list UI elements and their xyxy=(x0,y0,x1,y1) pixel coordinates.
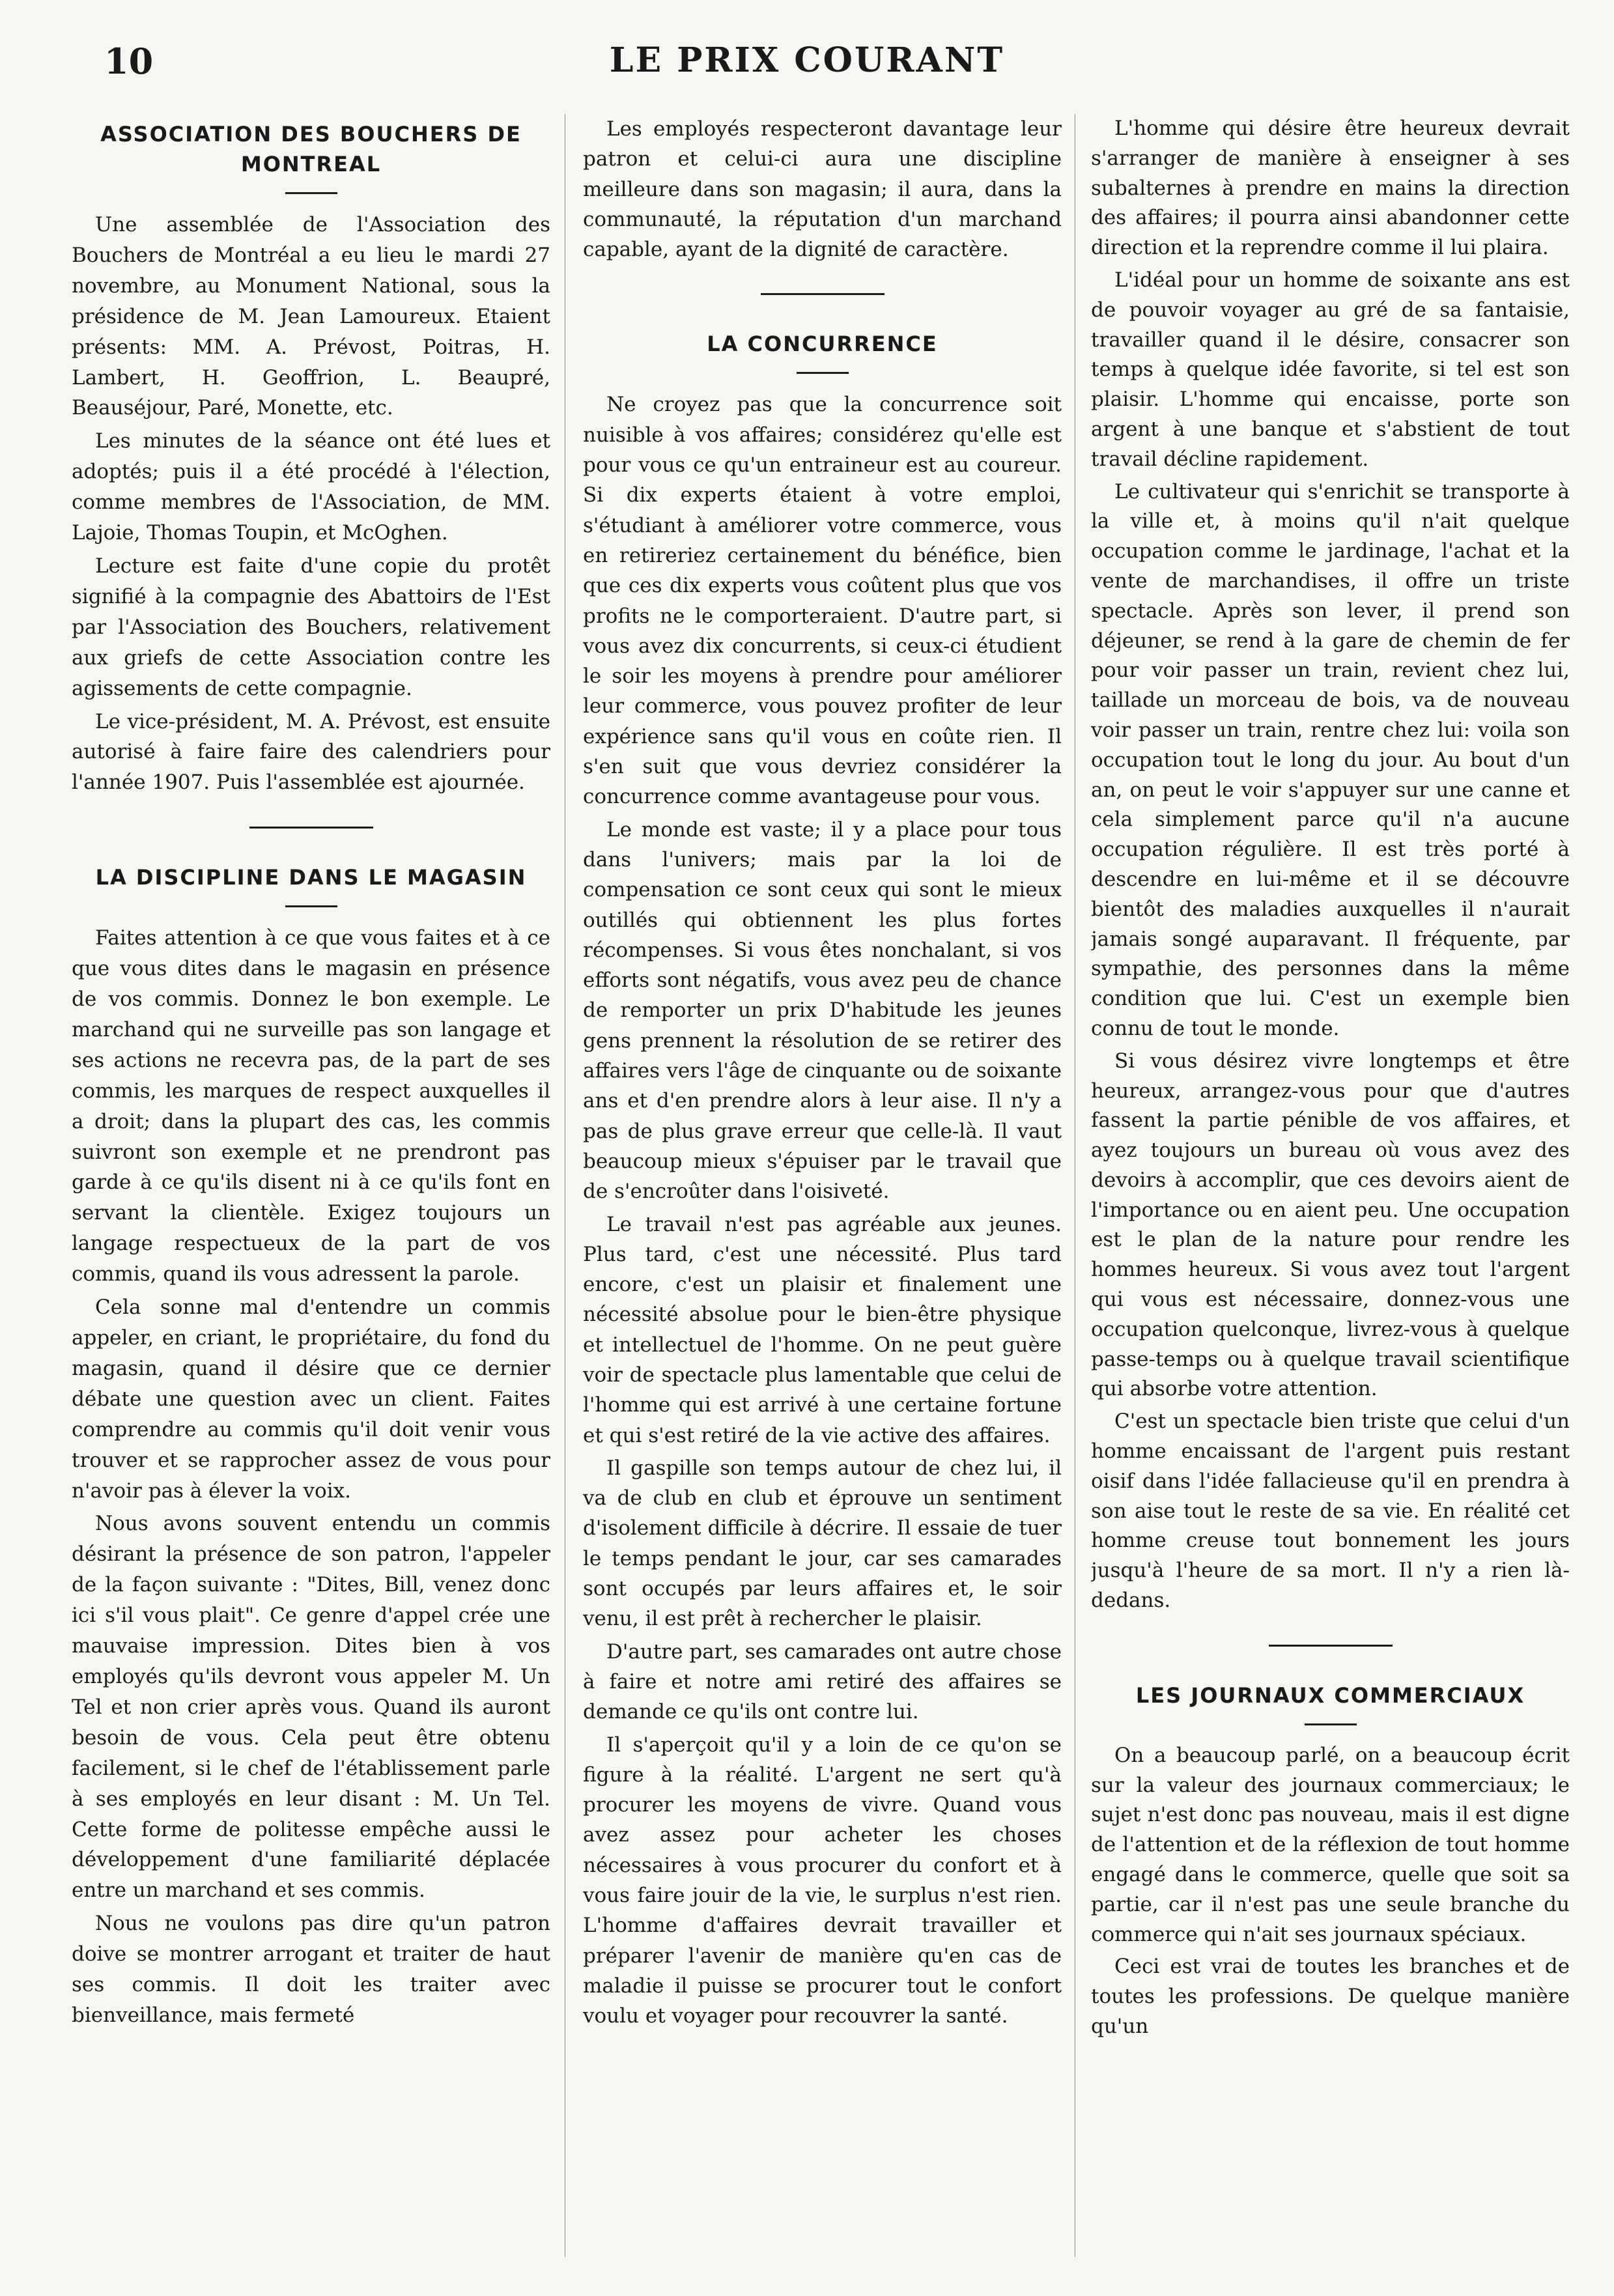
paragraph: Ne croyez pas que la concurrence soit nuisible à vos affaires; considérez qu'elle est pour vous ce qu'un entraineur est au coureur. Si dix experts étaient à votre emploi, s'étudiant à améliorer votre commerce, vous en retireriez certainement du bénéfice, bien que ces dix experts vous coûtent plus que vos profits ne le comporteraient. D'autre part, si vous avez dix concurrents, si ceux-ci étudient le soir les moyens à prendre pour améliorer leur commerce, vous pouvez profiter de leur expérience sans qu'il vous en coûte rien. Il s'en suit que vous devriez considérer la concurrence comme avantageuse pour vous. xyxy=(583,393,1062,809)
paragraph: Lecture est faite d'une copie du protêt signifié à la compagnie des Abattoirs de l'Est par l'Association des Bouchers, relativement aux griefs de cette Association contre les agissements de cette compagnie. xyxy=(72,554,550,700)
paragraph: C'est un spectacle bien triste que celui d'un homme encaissant de l'argent puis restant oisif dans l'idée fallacieuse qu'il en prendra à son aise tout le reste de sa vie. En réalité cet homme creuse tout bonnement les jours jusqu'à l'heure de sa mort. Il n'y a rien là-dedans. xyxy=(1091,1410,1570,1613)
paragraph: Il s'aperçoit qu'il y a loin de ce qu'on se figure à la réalité. L'argent ne sert qu'à procurer les moyens de vivre. Quand vous avez assez pour acheter les choses nécessaires à vous procurer du confort et à vous faire jouir de la vie, le surplus n'est rien. L'homme d'affaires devrait travailler et préparer l'avenir de manière qu'en cas de maladie il puisse se procurer tout le confort voulu et voyager pour recouvrer la santé. xyxy=(583,1733,1062,2028)
column-3 xyxy=(1091,114,1570,2257)
title-underline xyxy=(797,372,849,374)
paragraph: Il gaspille son temps autour de chez lui, il va de club en club et éprouve un sentiment d'isolement difficile à décrire. Il essaie de tuer le temps pendant le jour, car ses camarades sont occupés par leurs affaires et, le soir venu, il est prêt à rechercher le plaisir. xyxy=(583,1456,1062,1631)
column-1 xyxy=(72,114,550,2257)
article-separator xyxy=(249,827,373,829)
article-body-journaux xyxy=(1091,1741,1570,2042)
paragraph: L'homme qui désire être heureux devrait s'arranger de manière à enseigner à ses subalternes à prendre en mains la direction des affaires; il pourra ainsi abandonner cette direction et la reprendre comme il lui plaira. xyxy=(1091,117,1570,260)
title-underline xyxy=(285,905,337,907)
paragraph: L'idéal pour un homme de soixante ans est de pouvoir voyager au gré de sa fantaisie, travailler quand il le désire, consacrer son temps à quelque idée favorite, si tel est son plaisir. L'homme qui encaisse, porte son argent à une banque et s'abstient de tout travail décline rapidement. xyxy=(1091,268,1570,471)
paragraph: Le monde est vaste; il y a place pour tous dans l'univers; mais par la loi de compensation ce sont ceux qui sont le mieux outillés qui obtiennent les plus fortes récompenses. Si vous êtes nonchalant, si vos efforts sont négatifs, vous avez peu de chance de remporter un prix D'habitude les jeunes gens prennent la résolution de se retirer des affaires vers l'âge de cinquante ou de soixante ans et d'en prendre alors à leur aise. Il n'y a pas de plus grave erreur que celle-là. Il vaut beaucoup mieux s'épuiser par le travail que de s'encroûter dans l'oisiveté. xyxy=(583,817,1062,1204)
article-separator xyxy=(761,293,885,295)
paragraph: D'autre part, ses camarades ont autre chose à faire et notre ami retiré des affaires se demande ce qu'ils ont contre lui. xyxy=(583,1639,1062,1724)
page-header xyxy=(0,0,1614,98)
paragraph: Nous avons souvent entendu un commis désirant la présence de son patron, l'appeler de la façon suivante : "Dites, Bill, venez donc ici s'il vous plait". Ce genre d'appel crée une mauvaise impression. Dites bien à vos employés qu'ils devront vous appeler M. Un Tel et non crier après vous. Quand ils auront besoin de vous. Cela peut être obtenu facilement, si le chef de l'établissement parle à ses employés en leur disant : M. Un Tel. Cette forme de politesse empêche aussi le développement d'une familiarité déplacée entre un marchand et ses commis. xyxy=(72,1512,550,1903)
article-body-discipline xyxy=(72,923,550,2031)
page-number: 10 xyxy=(104,40,154,82)
paragraph: Une assemblée de l'Association des Bouchers de Montréal a eu lieu le mardi 27 novembre, au Monument National, sous la présidence de M. Jean Lamoureux. Etaient présents: MM. A. Prévost, Poitras, H. Lambert, H. Geoffrion, L. Beaupré, Beauséjour, Paré, Monette, etc. xyxy=(72,213,550,420)
article-title-bouchers: ASSOCIATION DES BOUCHERS DE MONTREAL xyxy=(100,122,522,177)
paragraph: Ceci est vrai de toutes les branches et de toutes les professions. De quelque manière qu'un xyxy=(1091,1955,1570,2039)
title-underline xyxy=(1305,1723,1357,1725)
article-body-bouchers xyxy=(72,210,550,798)
paragraph: On a beaucoup parlé, on a beaucoup écrit sur la valeur des journaux commerciaux; le sujet n'est donc pas nouveau, mais il est digne de l'attention et de la réflexion de tout homme engagé dans le commerce, quelle que soit sa partie, car il n'est pas une seule branche du commerce qui n'ait ses journaux spéciaux. xyxy=(1091,1743,1570,1946)
paragraph: Les employés respecteront davantage leur patron et celui-ci aura une discipline meilleure dans son magasin; il aura, dans la communauté, la réputation d'un marchand capable, ayant de la dignité de caractère. xyxy=(583,117,1062,262)
paragraph: Nous ne voulons pas dire qu'un patron doive se montrer arrogant et traiter de haut ses commis. Il doit les traiter avec bienveillance, mais fermeté xyxy=(72,1912,550,2027)
title-underline xyxy=(285,192,337,194)
paragraph: Le cultivateur qui s'enrichit se transporte à la ville et, à moins qu'il n'ait quelque occupation comme le jardinage, l'achat et la vente de marchandises, il offre un triste spectacle. Après son lever, il prend son déjeuner, se rend à la gare de chemin de fer pour voir passer un train, revient chez lui, taillade un morceau de bois, va de nouveau voir passer un train, rentre chez lui: voila son occupation tout le long du jour. Au bout d'un an, on peut le voir s'appuyer sur une canne et cela simplement parce qu'il n'a aucune occupation régulière. Il est très porté à descendre en lui-même et il se découvre bientôt des maladies auxquelles il n'aurait jamais songé auparavant. Il fréquente, par sympathie, des personnes dans la même condition que lui. C'est un exemple bien connu de tout le monde. xyxy=(1091,479,1570,1040)
paragraph: Si vous désirez vivre longtemps et être heureux, arrangez-vous pour que d'autres fassent la partie pénible de vos affaires, et ayez toujours un bureau où vous avez des devoirs à accomplir, que ces devoirs aient de l'importance ou en aient peu. Une occupation est le plan de la nature pour rendre les hommes heureux. Si vous avez tout l'argent qui vous est nécessaire, donnez-vous une occupation quelconque, livrez-vous à quelque passe-temps ou à quelque travail scientifique qui absorbe votre attention. xyxy=(1091,1049,1570,1401)
paragraph: Le travail n'est pas agréable aux jeunes. Plus tard, c'est une nécessité. Plus tard encore, c'est un plaisir et finalement une nécessité absolue pour le bien-être physique et intellectuel de l'homme. On ne peut guère voir de spectacle plus lamentable que celui de l'homme qui est arrivé à une certaine fortune et qui s'est retiré de la vie active des affaires. xyxy=(583,1212,1062,1447)
paragraph: Les minutes de la séance ont été lues et adoptés; puis il a été procédé à l'élection, comme membres de l'Association, de MM. Lajoie, Thomas Toupin, et McOghen. xyxy=(72,429,550,545)
paragraph: Le vice-président, M. A. Prévost, est ensuite autorisé à faire faire des calendriers pour l'année 1907. Puis l'assemblée est ajournée. xyxy=(72,709,550,795)
article-body-concurrence-continued xyxy=(1091,114,1570,1616)
article-title-concurrence: LA CONCURRENCE xyxy=(707,332,938,357)
article-body-concurrence xyxy=(583,390,1062,2031)
paragraph: Faites attention à ce que vous faites et à ce que vous dites dans le magasin en présence de vos commis. Donnez le bon exemple. Le marchand qui ne surveille pas son langage et ses actions ne recevra pas, de la part de ses commis, les marques de respect auxquelles il a droit; dans la plupart des cas, les commis suivront son exemple et ne prendront pas garde à ce qu'ils disent ni à ce qu'ils font en servant la clientèle. Exigez toujours un langage respectueux de la part de vos commis, quand ils vous adressent la parole. xyxy=(72,926,550,1286)
article-title-discipline: LA DISCIPLINE DANS LE MAGASIN xyxy=(95,865,527,890)
article-title-journaux: LES JOURNAUX COMMERCIAUX xyxy=(1135,1682,1525,1708)
article-body-discipline-continued xyxy=(583,114,1062,264)
article-separator xyxy=(1269,1645,1393,1647)
paragraph: Cela sonne mal d'entendre un commis appeler, en criant, le propriétaire, du fond du magasin, quand il désire que ce dernier débate une question avec un client. Faites comprendre au commis qu'il doit venir vous trouver et se rapprocher assez de vous pour n'avoir pas à élever la voix. xyxy=(72,1296,550,1503)
column-2 xyxy=(583,114,1062,2257)
journal-title: LE PRIX COURANT xyxy=(609,40,1005,80)
